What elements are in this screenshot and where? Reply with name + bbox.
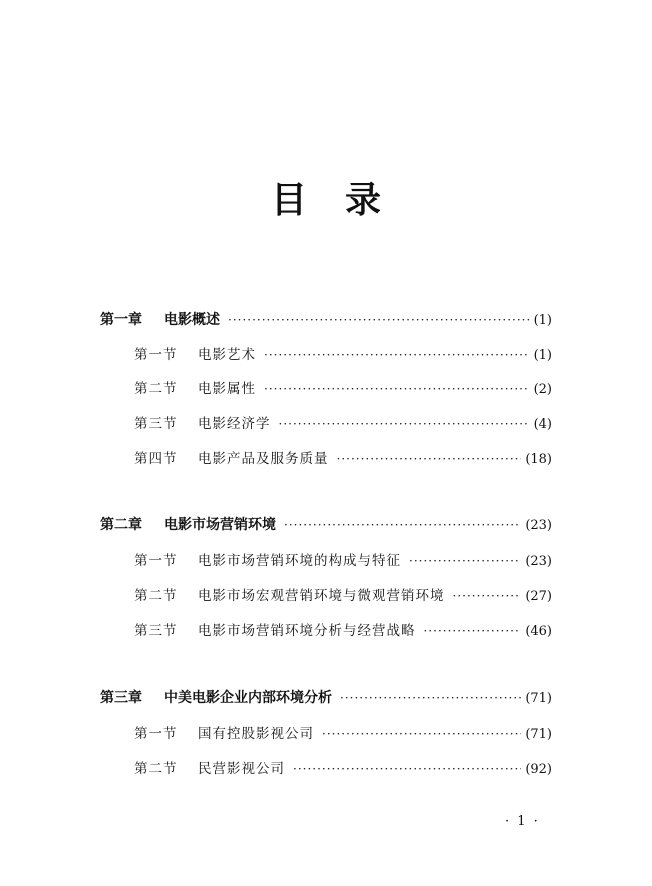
toc-number: 第一节 (134, 726, 178, 742)
toc-leader (264, 348, 530, 362)
toc-number: 第三节 (134, 623, 178, 639)
toc-page: (18) (525, 452, 552, 467)
toc-title: 电影市场营销环境 (164, 517, 276, 533)
page-title (0, 172, 652, 223)
title-char-1: 目 (270, 179, 307, 221)
toc-title: 电影属性 (198, 381, 256, 397)
toc-leader (424, 624, 522, 638)
toc-number: 第一节 (134, 347, 178, 363)
toc-number: 第一章 (100, 312, 142, 328)
toc-number: 第四节 (134, 451, 178, 467)
toc-leader (337, 452, 522, 466)
toc-leader (279, 417, 530, 431)
toc-page: (1) (533, 313, 552, 328)
toc-entry[interactable] (100, 309, 552, 329)
toc-title: 电影概述 (164, 312, 220, 328)
toc-leader (284, 518, 521, 532)
toc-number: 第二节 (134, 381, 178, 397)
toc-entry[interactable] (100, 514, 552, 534)
toc-page: (27) (525, 589, 552, 604)
toc-leader (409, 554, 521, 568)
toc-number: 第二节 (134, 588, 178, 604)
toc-page: (4) (533, 417, 552, 432)
toc-entry[interactable] (134, 447, 552, 467)
toc-leader (264, 382, 530, 396)
toc-title: 电影市场营销环境分析与经营战略 (198, 623, 416, 639)
toc-entry[interactable] (134, 343, 552, 363)
toc-page: (23) (525, 554, 552, 569)
toc-title: 中美电影企业内部环境分析 (164, 690, 332, 706)
toc-title: 国有控股影视公司 (198, 726, 314, 742)
toc-leader (322, 727, 521, 741)
toc-number: 第二节 (134, 761, 178, 777)
toc-entry[interactable] (134, 584, 552, 604)
toc-title: 电影艺术 (198, 347, 256, 363)
toc-page: (71) (525, 727, 552, 742)
toc-entry[interactable] (100, 687, 552, 707)
toc-page: (46) (525, 624, 552, 639)
toc-number: 第一节 (134, 553, 178, 569)
title-char-2: 录 (345, 179, 382, 221)
toc-entry[interactable] (134, 412, 552, 432)
toc-title: 电影经济学 (198, 416, 271, 432)
toc-leader (228, 313, 530, 327)
toc-page: (1) (533, 348, 552, 363)
toc-page: (23) (525, 518, 552, 533)
toc-entry[interactable] (134, 757, 552, 777)
toc-title: 电影市场营销环境的构成与特征 (198, 553, 401, 569)
toc-page: (71) (525, 691, 552, 706)
toc-number: 第三章 (100, 690, 142, 706)
toc-title: 电影产品及服务质量 (198, 451, 329, 467)
toc-entry[interactable] (134, 549, 552, 569)
toc-entry[interactable] (134, 722, 552, 742)
toc-leader (453, 589, 522, 603)
toc-number: 第二章 (100, 517, 142, 533)
toc-page: (2) (533, 382, 552, 397)
toc-leader (340, 691, 521, 705)
toc-title: 民营影视公司 (198, 761, 285, 777)
toc-entry[interactable] (134, 377, 552, 397)
toc-leader (293, 762, 521, 776)
page-number: · 1 · (505, 814, 540, 829)
toc-number: 第三节 (134, 416, 178, 432)
toc-title: 电影市场宏观营销环境与微观营销环境 (198, 588, 445, 604)
toc-entry[interactable] (134, 619, 552, 639)
toc-page: (92) (525, 762, 552, 777)
